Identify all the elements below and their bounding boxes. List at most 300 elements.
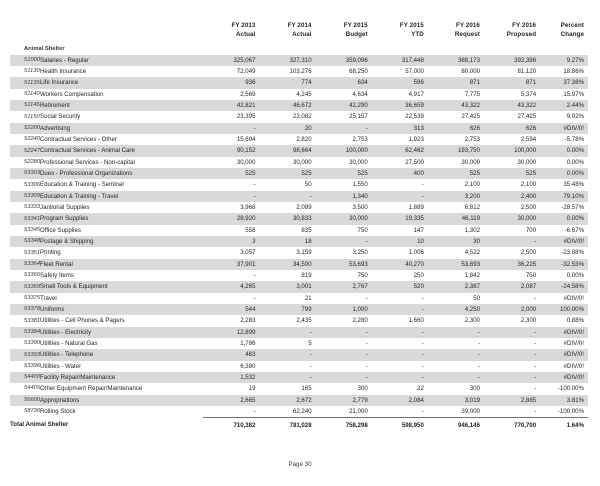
cell-fy2016-request: 80,000 — [461, 68, 480, 76]
column-header-fy2015-ytd — [372, 22, 428, 43]
cell-fy2015-budget: - — [365, 294, 368, 302]
cell-fy2014-actual: 30,833 — [259, 213, 315, 224]
account-description: Retirement — [37, 100, 203, 111]
cell-fy2015-ytd: 57,000 — [405, 68, 424, 76]
cell-fy2015-budget: 634 — [316, 77, 372, 88]
account-description: Safety Items — [40, 271, 74, 279]
cell-fy2015-budget: 4,634 — [352, 90, 368, 98]
cell-percent-change: -32.53% — [540, 259, 588, 270]
account-code: 53341 — [10, 213, 37, 224]
cell-fy2015-ytd: 19,335 — [372, 213, 428, 224]
cell-percent-change: 0.00% — [566, 271, 584, 279]
cell-percent-change: -5.78% — [564, 136, 584, 144]
table-row — [10, 259, 588, 270]
account-description: Printing — [40, 249, 61, 257]
account-description: Social Security — [40, 113, 81, 121]
cell-fy2016-request: 50 — [473, 294, 480, 302]
cell-fy2015-ytd: - — [372, 191, 428, 202]
cell-fy2013-actual: 28,920 — [203, 213, 259, 224]
account-code: 53364 — [10, 259, 37, 270]
account-code: 51130 — [24, 68, 40, 75]
account-code: 56600 — [10, 395, 37, 406]
account-description: Contractual Services - Animal Care — [37, 145, 203, 156]
account-description: Other Equipment Repair/Maintenance — [40, 385, 143, 393]
cell-fy2015-ytd: 62,462 — [372, 145, 428, 156]
cell-fy2015-budget: 21,000 — [349, 407, 368, 415]
cell-fy2014-actual: 46,672 — [259, 100, 315, 111]
header-line-2: Change — [560, 30, 584, 38]
cell-fy2015-ytd: - — [421, 362, 424, 370]
cell-fy2014-actual: 103,276 — [289, 68, 312, 76]
cell-fy2016-proposed: 2,100 — [520, 181, 537, 189]
cell-fy2013-actual: 544 — [203, 304, 259, 315]
account-code: 53351 — [24, 249, 41, 256]
cell-fy2016-proposed: - — [534, 339, 537, 347]
account-description: Utilities - Natural Gas — [40, 339, 98, 347]
cell-percent-change: -100.00% — [557, 385, 584, 393]
account-description: Rolling Stock — [40, 408, 76, 416]
cell-fy2015-ytd: 1,006 — [408, 249, 424, 257]
cell-fy2013-actual: 3,057 — [240, 249, 256, 257]
cell-percent-change: #DIV/0! — [540, 349, 588, 360]
account-code: 53375 — [24, 294, 41, 301]
cell-fy2015-budget: - — [316, 123, 372, 134]
header-line-2: Proposed — [506, 30, 537, 38]
column-header-fy2013-actual — [203, 22, 259, 43]
cell-fy2015-ytd: - — [372, 304, 428, 315]
total-fy2016-proposed: 770,700 — [484, 418, 540, 431]
header-line-1: FY 2013 — [231, 22, 256, 29]
cell-fy2013-actual: 4,265 — [203, 281, 259, 292]
account-description: Small Tools & Equipment — [37, 281, 203, 292]
account-code: 51000 — [10, 55, 37, 66]
header-line-2: Request — [454, 30, 480, 38]
cell-fy2016-proposed: 2,885 — [484, 395, 540, 406]
cell-fy2015-ytd: 596 — [372, 77, 428, 88]
account-code: 51150 — [24, 113, 40, 120]
cell-fy2016-proposed: 27,425 — [517, 113, 537, 121]
account-code: 53309 — [10, 191, 37, 202]
cell-percent-change: 35.48% — [563, 181, 584, 189]
cell-percent-change: 100.00% — [540, 304, 588, 315]
account-description: Facility Repair/Maintenance — [37, 372, 203, 383]
account-code: 53303 — [10, 168, 37, 179]
cell-fy2015-budget: 42,290 — [316, 100, 372, 111]
cell-percent-change: 18.86% — [563, 68, 584, 76]
cell-fy2015-ytd: - — [372, 372, 428, 383]
cell-fy2014-actual: 18 — [259, 236, 315, 247]
cell-percent-change: #DIV/0! — [563, 362, 584, 370]
cell-fy2016-proposed: - — [484, 372, 540, 383]
cell-fy2015-budget: 750 — [357, 271, 368, 279]
cell-fy2015-budget: 25,157 — [349, 113, 368, 121]
cell-fy2016-request: 43,322 — [428, 100, 484, 111]
cell-fy2015-ytd: 250 — [413, 271, 424, 279]
cell-percent-change: -23.08% — [561, 249, 584, 257]
cell-fy2015-budget: 3,250 — [352, 249, 368, 257]
total-row — [10, 418, 588, 431]
cell-fy2013-actual: 23,395 — [236, 113, 256, 121]
header-line-1: FY 2015 — [399, 22, 424, 29]
section-header-row — [10, 43, 588, 55]
cell-fy2015-budget: - — [365, 362, 368, 370]
cell-fy2014-actual: 2,089 — [296, 204, 312, 212]
account-description: Dues - Professional Organizations — [37, 168, 203, 179]
cell-fy2013-actual: 3 — [203, 236, 259, 247]
cell-percent-change: 9.27% — [540, 55, 588, 66]
cell-fy2014-actual: 819 — [301, 271, 312, 279]
cell-fy2015-budget: 100,000 — [316, 145, 372, 156]
cell-fy2015-budget: 68,250 — [349, 68, 368, 76]
header-line-1: FY 2014 — [287, 22, 312, 29]
cell-fy2015-ytd: 1,889 — [408, 204, 424, 212]
cell-fy2016-request: 388,173 — [428, 55, 484, 66]
account-code: 52240 — [24, 136, 41, 143]
column-header-fy2014-actual — [259, 22, 315, 43]
cell-fy2016-proposed: 871 — [484, 77, 540, 88]
cell-fy2015-ytd: - — [421, 407, 424, 415]
table-row — [10, 55, 588, 66]
account-description: Life Insurance — [37, 77, 203, 88]
cell-fy2015-budget: 2,779 — [316, 395, 372, 406]
table-row — [10, 327, 588, 338]
cell-fy2013-actual: 19 — [248, 385, 256, 393]
cell-fy2013-actual: 483 — [203, 349, 259, 360]
cell-percent-change: 37.38% — [540, 77, 588, 88]
cell-fy2015-ytd: 40,270 — [372, 259, 428, 270]
cell-fy2013-actual: 1,786 — [240, 339, 256, 347]
cell-fy2016-request: 3,019 — [428, 395, 484, 406]
cell-fy2016-proposed: 81,120 — [517, 68, 537, 76]
header-row — [10, 22, 588, 43]
budget-page — [0, 22, 600, 486]
cell-fy2016-proposed: - — [484, 349, 540, 360]
cell-fy2013-actual: - — [253, 407, 256, 415]
account-code: 54405 — [24, 385, 41, 392]
table-row — [10, 406, 588, 418]
cell-fy2014-actual: - — [259, 191, 315, 202]
cell-percent-change: -6.67% — [564, 226, 584, 234]
cell-fy2016-request: 39,000 — [461, 407, 480, 415]
cell-percent-change: #DIV/0! — [540, 236, 588, 247]
total-label: Total Animal Shelter — [10, 421, 69, 429]
column-header-code — [10, 22, 37, 43]
cell-fy2015-budget: 1,340 — [316, 191, 372, 202]
cell-fy2015-ytd: 4,917 — [408, 90, 424, 98]
cell-fy2016-request: 4,522 — [464, 249, 480, 257]
cell-fy2016-proposed: 750 — [525, 271, 537, 279]
cell-fy2015-budget: 3,500 — [352, 204, 368, 212]
table-row — [10, 383, 588, 394]
account-code: 52280 — [24, 158, 41, 165]
cell-percent-change: 3.81% — [540, 395, 588, 406]
account-description: Janitorial Supplies — [40, 204, 90, 212]
table-row — [10, 270, 588, 281]
cell-percent-change: 79.10% — [540, 191, 588, 202]
account-code: 53390 — [24, 340, 41, 347]
table-row — [10, 202, 588, 213]
page-footer: Page 30 — [288, 461, 312, 468]
account-description: Workers Compensation — [40, 90, 104, 98]
cell-percent-change: 0.00% — [566, 158, 584, 166]
table-row — [10, 304, 588, 315]
cell-percent-change: -28.57% — [561, 204, 584, 212]
cell-fy2016-proposed: - — [534, 294, 537, 302]
account-description: Postage & Shipping — [37, 236, 203, 247]
cell-fy2016-request: 2,387 — [428, 281, 484, 292]
cell-fy2015-ytd: 22,539 — [405, 113, 424, 121]
cell-fy2013-actual: 30,000 — [236, 158, 256, 166]
cell-fy2014-actual: 327,310 — [259, 55, 315, 66]
cell-fy2014-actual: 2,820 — [296, 136, 312, 144]
account-description: Travel — [40, 294, 57, 302]
cell-fy2013-actual: 72,049 — [236, 68, 256, 76]
cell-fy2015-budget: 525 — [316, 168, 372, 179]
cell-fy2016-request: 27,425 — [461, 113, 480, 121]
cell-fy2016-request: 6,812 — [464, 204, 480, 212]
header-line-1: FY 2015 — [343, 22, 368, 29]
cell-fy2016-proposed: 30,000 — [517, 158, 537, 166]
account-description: Office Supplies — [40, 226, 81, 234]
account-description: Education & Training - Travel — [37, 191, 203, 202]
table-row — [10, 89, 588, 100]
cell-percent-change: #DIV/0! — [540, 372, 588, 383]
cell-fy2016-request: 525 — [428, 168, 484, 179]
cell-fy2016-request: 2,300 — [464, 317, 480, 325]
cell-fy2015-ytd: 27,500 — [405, 158, 424, 166]
table-row — [10, 168, 588, 179]
table-row — [10, 145, 588, 156]
account-code: 51140 — [24, 90, 40, 97]
cell-percent-change: 0.00% — [540, 168, 588, 179]
cell-fy2014-actual: 165 — [301, 385, 312, 393]
cell-fy2014-actual: 2,435 — [296, 317, 312, 325]
account-code: 53381 — [24, 317, 41, 324]
cell-fy2013-actual: 2,283 — [240, 317, 256, 325]
cell-percent-change: #DIV/0! — [563, 339, 584, 347]
cell-fy2013-actual: 2,665 — [203, 395, 259, 406]
cell-percent-change: 15.97% — [563, 90, 584, 98]
table-row — [10, 361, 588, 372]
table-row — [10, 134, 588, 145]
cell-fy2015-ytd: 313 — [372, 123, 428, 134]
account-code: 53378 — [10, 304, 37, 315]
cell-fy2014-actual: - — [259, 327, 315, 338]
cell-fy2015-ytd: - — [421, 294, 424, 302]
account-code: 53384 — [10, 327, 37, 338]
cell-fy2014-actual: - — [259, 372, 315, 383]
cell-percent-change: 0.88% — [566, 317, 584, 325]
cell-percent-change: #DIV/0! — [563, 294, 584, 302]
cell-fy2016-proposed: 2,594 — [520, 136, 537, 144]
cell-fy2016-proposed: 5,374 — [520, 90, 537, 98]
header-line-2: Budget — [345, 30, 368, 38]
cell-fy2016-proposed: 2,500 — [520, 249, 537, 257]
cell-fy2015-budget: 359,096 — [316, 55, 372, 66]
cell-fy2016-request: 53,693 — [428, 259, 484, 270]
table-row — [10, 349, 588, 360]
table-row — [10, 179, 588, 190]
cell-fy2015-ytd: - — [372, 327, 428, 338]
account-code: 53366 — [24, 272, 41, 279]
account-code: 53348 — [10, 236, 37, 247]
table-body — [10, 43, 588, 431]
cell-fy2014-actual: 525 — [259, 168, 315, 179]
cell-fy2014-actual: 30,000 — [292, 158, 312, 166]
cell-fy2013-actual: 558 — [245, 226, 256, 234]
cell-fy2016-request: 1,302 — [464, 226, 480, 234]
header-line-1: FY 2016 — [455, 22, 480, 29]
table-row — [10, 77, 588, 88]
cell-fy2015-ytd: 22 — [417, 385, 424, 393]
cell-fy2015-budget: - — [316, 372, 372, 383]
column-header-description — [37, 22, 203, 43]
cell-fy2016-proposed: 392,396 — [484, 55, 540, 66]
cell-fy2013-actual: 2,569 — [240, 90, 256, 98]
cell-fy2014-actual: 3,001 — [259, 281, 315, 292]
cell-fy2015-ytd: 2,084 — [372, 395, 428, 406]
cell-fy2013-actual: 6,380 — [240, 362, 256, 370]
cell-fy2016-request: 4,250 — [428, 304, 484, 315]
account-code: 52200 — [10, 123, 37, 134]
cell-fy2014-actual: 34,500 — [259, 259, 315, 270]
cell-fy2015-ytd: 1,923 — [408, 136, 424, 144]
account-description: Contractual Services - Other — [40, 136, 117, 144]
cell-percent-change: 0.00% — [540, 213, 588, 224]
table-row — [10, 395, 588, 406]
account-code: 51145 — [10, 100, 37, 111]
cell-fy2015-budget: 2,767 — [316, 281, 372, 292]
cell-fy2015-budget: 1,550 — [352, 181, 368, 189]
cell-fy2015-budget: - — [316, 349, 372, 360]
cell-fy2014-actual: 98,664 — [259, 145, 315, 156]
column-header-percent-change — [540, 22, 588, 43]
header-line-1: FY 2016 — [512, 22, 537, 29]
table-row — [10, 236, 588, 247]
total-fy2015-ytd: 598,950 — [372, 418, 428, 431]
cell-fy2013-actual: - — [253, 271, 256, 279]
cell-fy2016-proposed: 100,000 — [484, 145, 540, 156]
cell-percent-change: #DIV/0! — [540, 123, 588, 134]
cell-fy2016-proposed: 2,500 — [520, 204, 537, 212]
cell-fy2016-proposed: - — [534, 362, 537, 370]
cell-fy2016-request: - — [428, 349, 484, 360]
cell-fy2013-actual: - — [203, 191, 259, 202]
account-code: 53369 — [10, 281, 37, 292]
cell-fy2013-actual: - — [203, 123, 259, 134]
account-description: Appropriations — [37, 395, 203, 406]
cell-fy2013-actual: 42,821 — [203, 100, 259, 111]
cell-fy2016-proposed: - — [484, 327, 540, 338]
cell-fy2015-budget: 1,000 — [316, 304, 372, 315]
table-row — [10, 213, 588, 224]
cell-fy2016-proposed: 43,322 — [484, 100, 540, 111]
column-header-fy2015-budget — [316, 22, 372, 43]
column-header-fy2016-proposed — [484, 22, 540, 43]
table-header — [10, 22, 588, 43]
cell-percent-change: 9.02% — [566, 113, 584, 121]
table-row — [10, 191, 588, 202]
cell-fy2016-request: 1,842 — [464, 271, 480, 279]
table-row — [10, 111, 588, 122]
cell-fy2014-actual: 835 — [301, 226, 312, 234]
cell-fy2015-ytd: - — [421, 181, 424, 189]
cell-fy2014-actual: 774 — [259, 77, 315, 88]
cell-fy2014-actual: - — [309, 362, 312, 370]
cell-fy2016-request: 300 — [469, 385, 480, 393]
account-code: 51135 — [10, 77, 37, 88]
cell-fy2013-actual: 3,968 — [240, 204, 256, 212]
account-code: 53333 — [24, 204, 41, 211]
cell-fy2016-proposed: 626 — [484, 123, 540, 134]
account-description: Utilities - Cell Phones & Pagers — [40, 317, 125, 325]
cell-fy2016-request: 30 — [428, 236, 484, 247]
table-row — [10, 123, 588, 134]
table-row — [10, 281, 588, 292]
cell-fy2014-actual: - — [259, 349, 315, 360]
account-code: 52247 — [10, 145, 37, 156]
cell-fy2014-actual: 5 — [308, 339, 312, 347]
cell-fy2013-actual: 15,604 — [236, 136, 256, 144]
cell-percent-change: -100.00% — [557, 407, 584, 415]
table-row — [10, 66, 588, 77]
account-code: 53393 — [10, 349, 37, 360]
cell-fy2015-ytd: 520 — [372, 281, 428, 292]
cell-fy2014-actual: 20 — [259, 123, 315, 134]
cell-fy2016-proposed: 525 — [484, 168, 540, 179]
cell-fy2015-budget: - — [316, 327, 372, 338]
cell-fy2013-actual: 936 — [203, 77, 259, 88]
budget-table — [10, 22, 588, 431]
account-description: Education & Training - Seminar — [40, 181, 125, 189]
cell-fy2016-proposed: 2,400 — [484, 191, 540, 202]
cell-fy2016-proposed: - — [484, 236, 540, 247]
cell-fy2015-budget: 300 — [357, 385, 368, 393]
total-fy2015-budget: 758,298 — [316, 418, 372, 431]
cell-fy2015-budget: 2,280 — [352, 317, 368, 325]
cell-fy2013-actual: 90,152 — [203, 145, 259, 156]
cell-fy2013-actual: 1,532 — [203, 372, 259, 383]
account-code: 53345 — [24, 226, 41, 233]
total-fy2016-request: 946,146 — [428, 418, 484, 431]
account-code: 58730 — [24, 408, 41, 415]
account-description: Utilities - Water — [40, 362, 82, 370]
cell-fy2014-actual: 23,082 — [292, 113, 312, 121]
column-header-fy2016-request — [428, 22, 484, 43]
account-description: Fleet Rental — [37, 259, 203, 270]
table-row — [10, 372, 588, 383]
cell-fy2016-request: 7,775 — [464, 90, 480, 98]
cell-fy2015-budget: 53,693 — [316, 259, 372, 270]
cell-fy2016-request: - — [477, 362, 480, 370]
cell-fy2016-request: 2,753 — [464, 136, 480, 144]
account-description: Uniforms — [37, 304, 203, 315]
table-row — [10, 225, 588, 236]
total-fy2013-actual: 710,382 — [203, 418, 259, 431]
cell-fy2016-request: 30,000 — [461, 158, 480, 166]
cell-fy2016-proposed: - — [534, 407, 537, 415]
table-row — [10, 315, 588, 326]
account-description: Utilities - Electricity — [37, 327, 203, 338]
cell-fy2016-request: 193,750 — [428, 145, 484, 156]
cell-fy2016-proposed: 30,000 — [484, 213, 540, 224]
cell-fy2016-request: 46,119 — [428, 213, 484, 224]
cell-fy2013-actual: 325,067 — [203, 55, 259, 66]
cell-fy2016-proposed: 700 — [525, 226, 537, 234]
table-row — [10, 293, 588, 304]
cell-fy2013-actual: 12,899 — [203, 327, 259, 338]
cell-fy2014-actual: 4,245 — [296, 90, 312, 98]
